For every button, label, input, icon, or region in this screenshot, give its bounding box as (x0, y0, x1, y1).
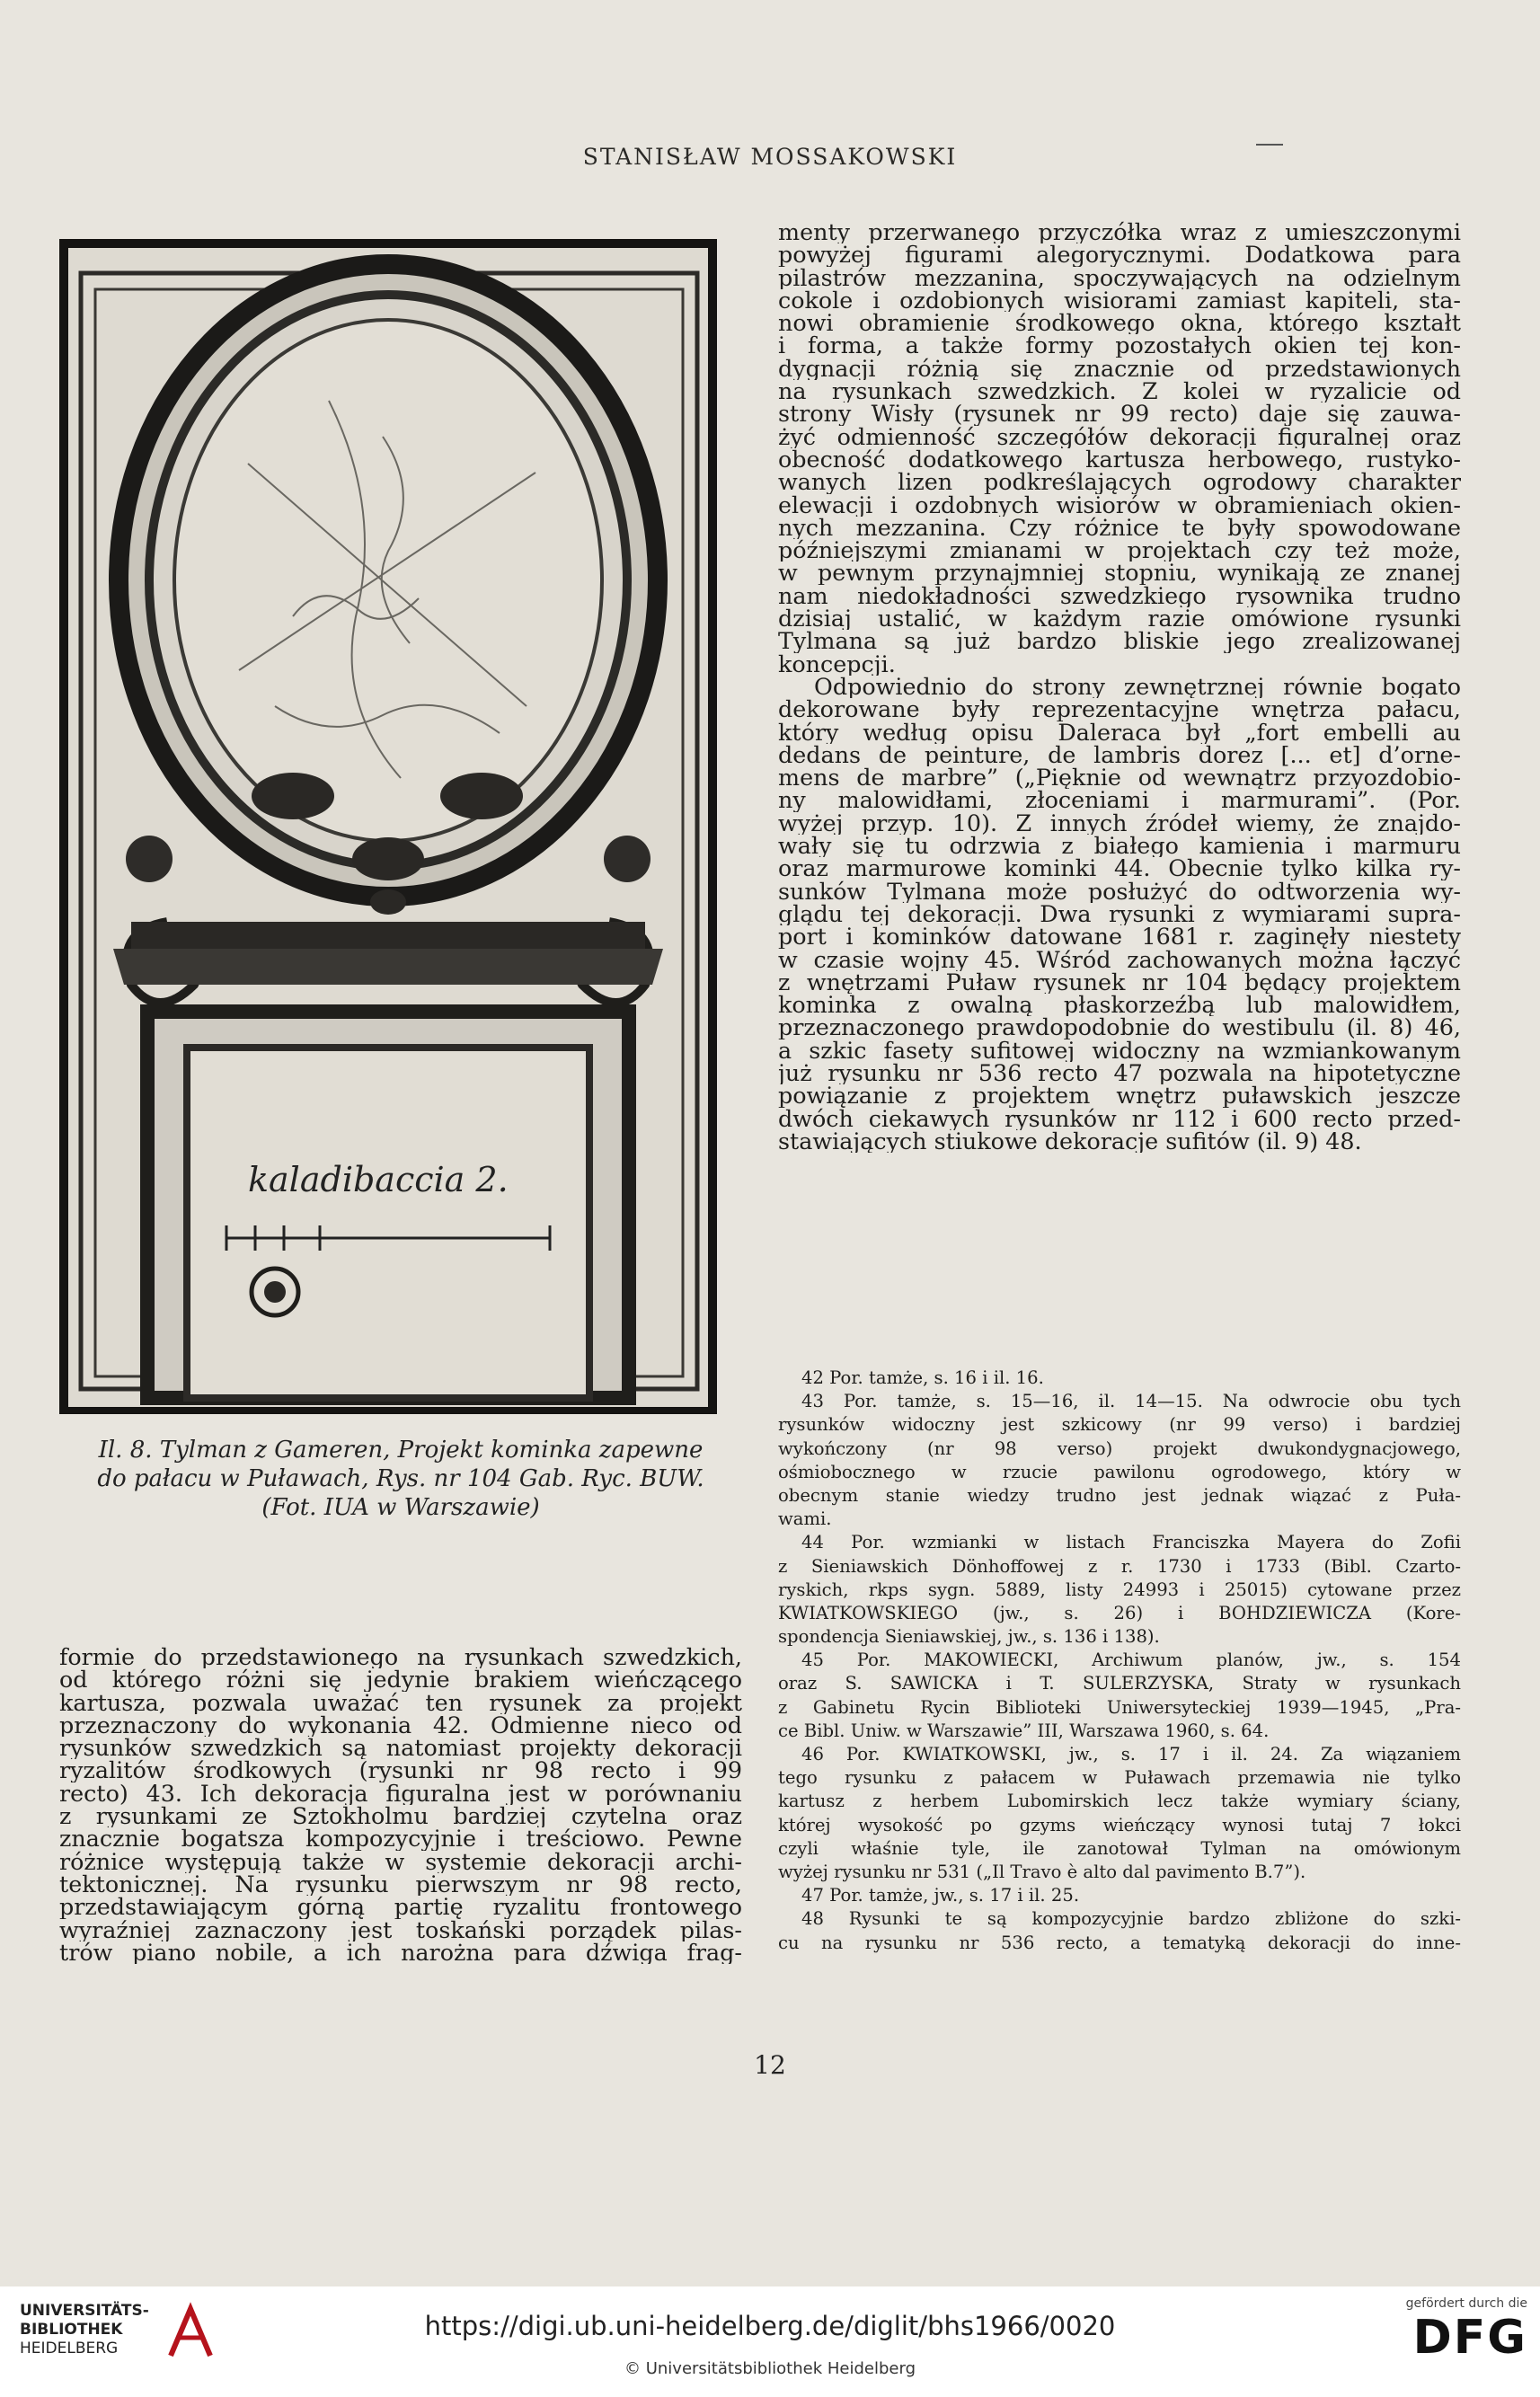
text-line: obecność dodatkowego kartusza herbowego, rustyko- (778, 447, 1461, 472)
text-line: ny malowidłami, złoceniami i marmurami”. (Por. (778, 789, 1461, 812)
text-line: i forma, a także formy pozostałych okien tej kon- (778, 334, 1461, 358)
footnote-line: rysunków widoczny jest szkicowy (nr 99 verso) i bardziej (778, 1414, 1461, 1436)
text-line: dedans de peinture, de lambris dorez [... et] d’orne- (778, 743, 1461, 767)
header-mark (1256, 144, 1283, 146)
footer-copyright: © Universitätsbibliothek Heidelberg (624, 2359, 916, 2378)
text-line: przeznaczony do wykonania 42. Odmienne nieco od (59, 1713, 742, 1738)
text-line: powyżej figurami alegorycznymi. Dodatkowa para (778, 243, 1461, 267)
text-line: rysunków szwedzkich są natomiast projekty dekoracji (59, 1737, 742, 1760)
footnote-line: 44 Por. wzmianki w listach Franciszka Mayera do Zofii (801, 1532, 1461, 1553)
fireplace-drawing-image (59, 239, 717, 1414)
running-head: STANISŁAW MOSSAKOWSKI (582, 144, 958, 170)
text-line: elewacji i ozdobnych wisiorów w obramieniach okien- (778, 493, 1461, 517)
text-line: recto) 43. Ich dekoracja figuralna jest w porównaniu (59, 1782, 742, 1806)
text-line: formie do przedstawionego na rysunkach szwedzkich, (59, 1646, 742, 1669)
text-line: wyżej przyp. 10). Z innych źródeł wiemy, że znajdo- (778, 811, 1461, 836)
text-line: przedstawiającym górną partię ryzalitu frontowego (59, 1896, 742, 1919)
text-line: nych mezzanina. Czy różnice te były spowodowane (778, 516, 1461, 540)
footnote-line: obecnym stanie wiedzy trudno jest jednak wiązać z Puła- (778, 1484, 1461, 1506)
text-line: późniejszymi zmianami w projektach czy też może, (778, 539, 1461, 562)
text-line: cokole i ozdobionych wisiorami zamiast kapiteli, sta- (778, 288, 1461, 313)
caption-line: Il. 8. Tylman z Gameren, Projekt kominka zapewne (98, 1437, 704, 1464)
text-line: kartusza, pozwala uważać ten rysunek za projekt (59, 1691, 742, 1714)
footnote-line: ośmiobocznego w rzucie pawilonu ogrodowego, który w (778, 1461, 1461, 1482)
footnote-line: której wysokość po gzyms wieńczący wynosi tutaj 7 łokci (778, 1814, 1461, 1835)
figure-caption (59, 1436, 742, 1522)
right-text-column (778, 221, 1461, 1153)
text-line: który według opisu Daleraca był „fort embelli au (778, 721, 1461, 744)
text-line: żyć odmienność szczegółów dekoracji figuralnej oraz (778, 425, 1461, 448)
footnote-line: 45 Por. MAKOWIECKI, Archiwum planów, jw., s. 154 (801, 1650, 1461, 1671)
text-line: nam niedokładności szwedzkiego rysownika trudno (778, 584, 1461, 608)
dfg-logo-text: DFG (1412, 2311, 1527, 2365)
text-line: powiązanie z projektem wnętrz puławskich jeszcze (778, 1084, 1461, 1108)
text-line: port i kominków datowane 1681 r. zaginęły niestety (778, 925, 1461, 949)
text-line: dzisiaj ustalić, w każdym razie omówione rysunki (778, 607, 1461, 631)
text-line: Odpowiednio do strony zewnętrznej równie bogato (814, 675, 1461, 699)
text-line: dwóch ciekawych rysunków nr 112 i 600 recto przed- (778, 1107, 1461, 1130)
footnote-line: cu na rysunku nr 536 recto, a tematyką dekoracji do inne- (778, 1932, 1461, 1953)
footnote-line: z Sieniawskich Dönhoffowej z r. 1730 i 1733 (Bibl. Czarto- (778, 1555, 1461, 1577)
text-line: wyraźniej zaznaczony jest toskański porządek pilas- (59, 1918, 742, 1941)
text-line: dekorowane były reprezentacyjne wnętrza pałacu, (778, 698, 1461, 721)
footnote-line: oraz S. SAWICKA i T. SULERZYSKA, Straty w rysunkach (778, 1673, 1461, 1694)
text-line: mens de marbre” („Pięknie od wewnątrz przyozdobio- (778, 766, 1461, 790)
dfg-logo[interactable] (1366, 2296, 1527, 2386)
caption-line: (Fot. IUA w Warszawie) (261, 1494, 540, 1521)
text-line: już rysunku nr 536 recto 47 pozwala na hipotetyczne (778, 1061, 1461, 1085)
text-line: różnice występują także w systemie dekoracji archi- (59, 1850, 742, 1873)
footnote-line: 48 Rysunki te są kompozycyjnie bardzo zbliżone do szki- (801, 1908, 1461, 1930)
text-line: stawiających stiukowe dekoracje sufitów (il. 9) 48. (778, 1129, 1362, 1154)
footnote-line: 46 Por. KWIATKOWSKI, jw., s. 17 i il. 24. Za wiązaniem (801, 1744, 1461, 1765)
dfg-logo-subtitle: gefördert durch die (1405, 2296, 1527, 2311)
text-line: wały się tu odrzwia z białego kamienia i marmuru (778, 835, 1461, 858)
handwriting-annotation: kaladibaccia 2. (248, 1160, 509, 1199)
text-line: znacznie bogatsza kompozycyjnie i treściowo. Pewne (59, 1827, 742, 1851)
text-line: na rysunkach szwedzkich. Z kolei w ryzalicie od (778, 380, 1461, 403)
footnote-line: kartusz z herbem Lubomirskich lecz także wymiary ściany, (778, 1791, 1461, 1812)
footnote-line: spondencja Sieniawskiej, jw., s. 136 i 138). (778, 1626, 1160, 1648)
text-line: pilastrów mezzanina, spoczywających na odzielnym (778, 266, 1461, 289)
text-line: od którego różni się jedynie brakiem wieńczącego (59, 1668, 742, 1692)
text-line: z rysunkami ze Sztokholmu bardziej czytelna oraz (59, 1805, 742, 1828)
text-line: ryzalitów środkowych (rysunki nr 98 recto i 99 (59, 1759, 742, 1782)
footnote-line: ce Bibl. Uniw. w Warszawie” III, Warszawa 1960, s. 64. (778, 1720, 1270, 1741)
left-text-column (59, 1646, 742, 1964)
footnote-line: 47 Por. tamże, jw., s. 17 i il. 25. (801, 1885, 1080, 1906)
text-line: przeznaczonego prawdopodobnie do westibulu (il. 8) 46, (778, 1016, 1461, 1039)
figure-fireplace-drawing (59, 239, 717, 1414)
footnote-line: czyli właśnie tyle, ile zanotował Tylman na omówionym (778, 1837, 1461, 1859)
footer-url-link[interactable]: https://digi.ub.uni-heidelberg.de/diglit/bhs1966/0020 (424, 2311, 1116, 2341)
text-line: Tylmana są już bardzo bliskie jego zrealizowanej (778, 630, 1461, 653)
footnote-line: 43 Por. tamże, s. 15—16, il. 14—15. Na odwrocie obu tych (801, 1391, 1461, 1412)
text-line: dygnacji różnią się znacznie od przedstawionych (778, 357, 1461, 381)
text-line: strony Wisły (rysunek nr 99 recto) daje się zauwa- (778, 402, 1461, 426)
text-line: trów piano nobile, a ich narożna para dźwiga frag- (59, 1941, 742, 1965)
library-logo-line1: UNIVERSITÄTS- (20, 2302, 149, 2320)
text-line: a szkic fasety sufitowej widoczny na wzmiankowanym (778, 1039, 1461, 1062)
footnotes-block (778, 1367, 1461, 1955)
text-line: z wnętrzami Puław rysunek nr 104 będący projektem (778, 970, 1461, 995)
footnote-line: tego rysunku z pałacem w Puławach przemawia nie tylko (778, 1767, 1461, 1789)
text-line: kominka z owalną płaskorzeźbą lub malowidłem, (778, 994, 1461, 1017)
text-line: w pewnym przynajmniej stopniu, wynikają ze znanej (778, 562, 1461, 585)
footnote-line: wami. (778, 1508, 832, 1530)
text-line: koncepcji. (778, 652, 896, 676)
footnote-line: KWIATKOWSKIEGO (jw., s. 26) i BOHDZIEWICZA (Kore- (778, 1602, 1461, 1623)
text-line: w czasie wojny 45. Wśród zachowanych można łączyć (778, 948, 1461, 971)
page-number: 12 (754, 2050, 786, 2080)
text-line: tektonicznej. Na rysunku pierwszym nr 98 recto, (59, 1872, 742, 1897)
footnote-line: wyżej rysunku nr 531 („Il Travo è alto dal pavimento B.7”). (778, 1861, 1306, 1882)
text-line: nowi obramienie środkowego okna, którego kształt (778, 312, 1461, 335)
library-logo-line3: HEIDELBERG (20, 2340, 119, 2357)
footnote-line: ryskich, rkps sygn. 5889, listy 24993 i 25015) cytowane przez (778, 1579, 1461, 1600)
library-logo-line2: BIBLIOTHEK (20, 2321, 123, 2339)
caption-line: do pałacu w Puławach, Rys. nr 104 Gab. Ryc. BUW. (97, 1465, 704, 1492)
text-line: menty przerwanego przyczółka wraz z umieszczonymi (778, 221, 1461, 244)
text-line: sunków Tylmana może posłużyć do odtworzenia wy- (778, 880, 1461, 903)
footnote-line: wykończony (nr 98 verso) projekt dwukondygnacjowego, (778, 1437, 1461, 1459)
footnote-line: 42 Por. tamże, s. 16 i il. 16. (801, 1367, 1044, 1388)
text-line: oraz marmurowe kominki 44. Obecnie tylko kilka ry- (778, 857, 1461, 880)
footnote-line: z Gabinetu Rycin Biblioteki Uniwersyteckiej 1939—1945, „Pra- (778, 1696, 1461, 1718)
text-line: glądu tej dekoracji. Dwa rysunki z wymiarami supra- (778, 902, 1461, 926)
footer-bar (0, 2286, 1540, 2397)
text-line: wanych lizen podkreślających ogrodowy charakter (778, 471, 1461, 494)
